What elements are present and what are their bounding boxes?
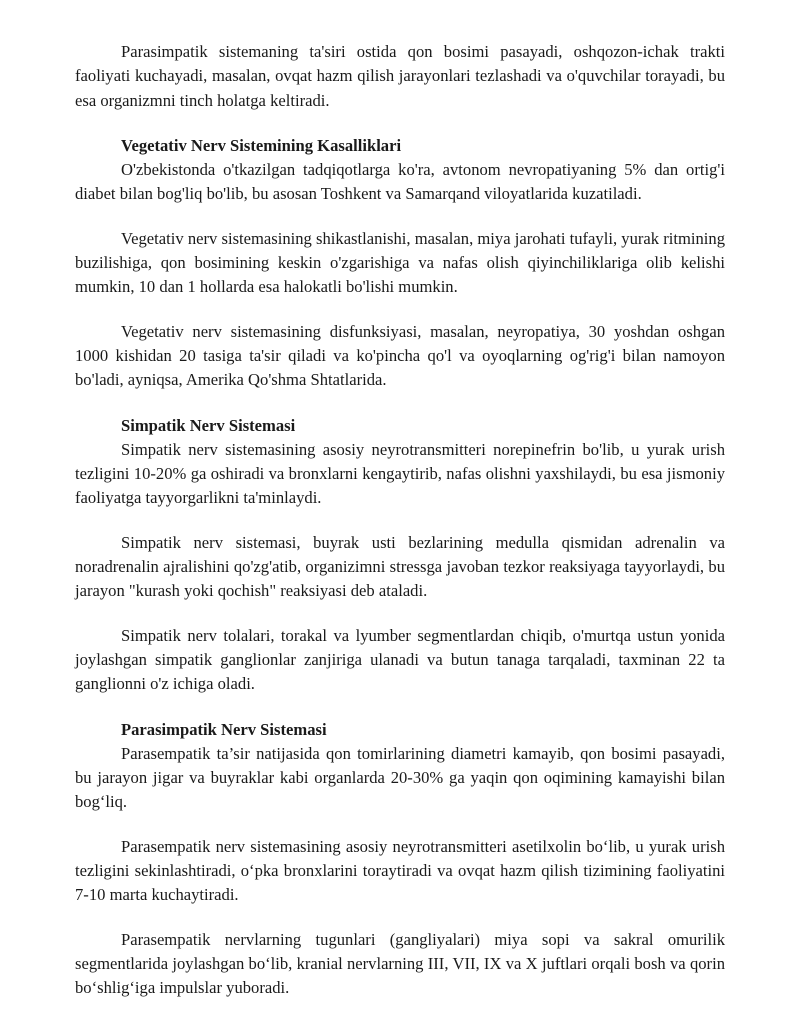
paragraph-parasympathetic-effects: Parasimpatik sistemaning ta'siri ostida qon bosimi pasayadi, oshqozon-ichak trakti faoliyati kuchayadi, masalan, ovqat hazm qilish jarayonlari tezlashadi va o'quvchilar torayadi, bu esa organizmni tinch holatga keltiradi. [75,42,725,110]
heading-parasympathetic-system: Parasimpatik Nerv Sistemasi [121,719,327,739]
paragraph-uzbekistan-neuropathy: O'zbekistonda o'tkazilgan tadqiqotlarga ko'ra, avtonom nevropatiyaning 5% dan ortig'i diabet bilan bog'liq bo'lib, bu asosan Toshkent va Samarqand viloyatlarida kuzatiladi. [75,160,725,204]
paragraph-acetylcholine: Parasempatik nerv sistemasining asosiy neyrotransmitteri asetilxolin bo‘lib, u yurak urish tezligini sekinlashtiradi, o‘pka bronxlarini toraytiradi va ovqat hazm qilish tizimining faoliyatini 7-10 marta kuchaytiradi. [75,836,725,905]
paragraph-sympathetic-fibers: Simpatik nerv tolalari, torakal va lyumber segmentlardan chiqib, o'murtqa ustun yonida joylashgan simpatik ganglionlar zanjiriga ulanadi va butun tanaga tarqaladi, taxminan 22 ta ganglionni o'z ichiga oladi. [75,625,725,694]
paragraph-vessel-diameter: Parasempatik ta’sir natijasida qon tomirlarining diametri kamayib, qon bosimi pasayadi, bu jarayon jigar va buyraklar kabi organlarda 20-30% ga yaqin qon oqimining kamayishi bilan bog‘liq. [75,743,725,812]
paragraph-ganglia: Parasempatik nervlarning tugunlari (gangliyalari) miya sopi va sakral omurilik segmentlarida joylashgan bo‘lib, kranial nervlarning III, VII, IX va X juftlari orqali bosh va qorin bo‘shlig‘iga impulslar yuboradi. [75,929,725,998]
paragraph-nerve-damage: Vegetativ nerv sistemasining shikastlanishi, masalan, miya jarohati tufayli, yurak ritmining buzilishiga, qon bosimining keskin o'zgarishiga va nafas olish qiyinchiliklariga olib kelishi mumkin, 10 dan 1 hollarda esa halokatli bo'lishi mumkin. [75,228,725,297]
paragraph-dysfunction: Vegetativ nerv sistemasining disfunksiyasi, masalan, neyropatiya, 30 yoshdan oshgan 1000 kishidan 20 tasiga ta'sir qiladi va ko'pincha qo'l va oyoqlarning og'rig'i bilan namoyon bo'ladi, ayniqsa, Amerika Qo'shma Shtatlarida. [75,321,725,390]
paragraph-adrenal-medulla: Simpatik nerv sistemasi, buyrak usti bezlarining medulla qismidan adrenalin va noradrenalin ajralishini qo'zg'atib, organizimni stressga javoban tezkor reaksiyaga tayyorlaydi, bu jarayon "kurash yoki qochish" reaksiyasi deb ataladi. [75,532,725,601]
paragraph-norepinephrine: Simpatik nerv sistemasining asosiy neyrotransmitteri norepinefrin bo'lib, u yurak urish tezligini 10-20% ga oshiradi va bronxlarni kengaytirib, nafas olishni yaxshilaydi, bu esa jismoniy faoliyatga tayyorgarlikni ta'minlaydi. [75,439,725,508]
heading-sympathetic-system: Simpatik Nerv Sistemasi [121,415,296,435]
heading-vegetative-diseases: Vegetativ Nerv Sistemining Kasalliklari [121,135,402,155]
document-page [75,40,725,1001]
